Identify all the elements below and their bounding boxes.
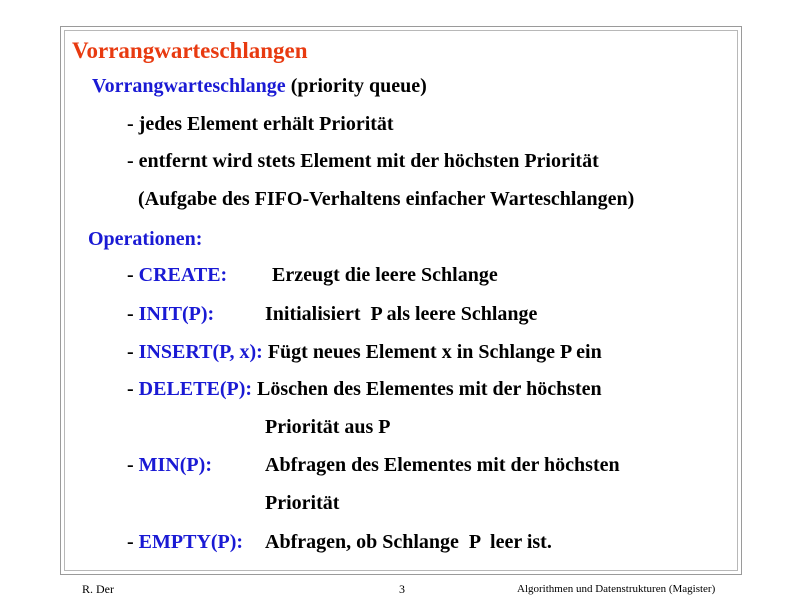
operation-desc-continued: Priorität (265, 492, 340, 514)
operation-insert (127, 340, 602, 364)
operation-dash: - (127, 531, 139, 553)
operation-name: INIT(P): (138, 303, 215, 325)
operation-min (127, 453, 212, 477)
operation-desc: Abfragen des Elementes mit der höchsten (265, 454, 620, 476)
operation-name: EMPTY(P): (138, 531, 244, 553)
operation-name: DELETE(P): (138, 378, 253, 400)
operation-name: INSERT(P, x): (138, 341, 263, 363)
definition-term: Vorrangwarteschlange (92, 75, 286, 97)
operation-init (127, 302, 214, 326)
bullet-1: - jedes Element erhält Priorität (127, 113, 394, 135)
operation-desc: Löschen des Elementes mit der höchsten (252, 378, 602, 400)
operation-dash: - (127, 378, 139, 400)
slide-title: Vorrangwarteschlangen (72, 38, 308, 63)
operation-delete (127, 377, 602, 401)
operation-dash: - (127, 264, 139, 286)
operation-desc-continued: Priorität aus P (265, 416, 391, 438)
footer-author: R. Der (82, 582, 114, 596)
operation-dash: - (127, 341, 139, 363)
operation-desc: Erzeugt die leere Schlange (272, 264, 498, 286)
operation-desc: Initialisiert P als leere Schlange (265, 303, 538, 325)
operation-desc: Abfragen, ob Schlange P leer ist. (265, 531, 552, 553)
definition-line (92, 74, 427, 98)
operation-name: CREATE: (138, 264, 228, 286)
footer-course: Algorithmen und Datenstrukturen (Magister) (517, 583, 716, 595)
operations-heading: Operationen: (88, 228, 203, 250)
operation-create (127, 263, 227, 287)
operation-desc: Fügt neues Element x in Schlange P ein (262, 341, 602, 363)
operation-dash: - (127, 303, 139, 325)
operation-name: MIN(P): (138, 454, 212, 476)
footer-page-number: 3 (399, 582, 405, 596)
definition-rest: (priority queue) (285, 75, 427, 97)
operation-empty (127, 530, 243, 554)
bullet-2: - entfernt wird stets Element mit der höchsten Priorität (127, 150, 599, 172)
operation-dash: - (127, 454, 139, 476)
bullet-3: (Aufgabe des FIFO-Verhaltens einfacher Warteschlangen) (138, 188, 635, 210)
